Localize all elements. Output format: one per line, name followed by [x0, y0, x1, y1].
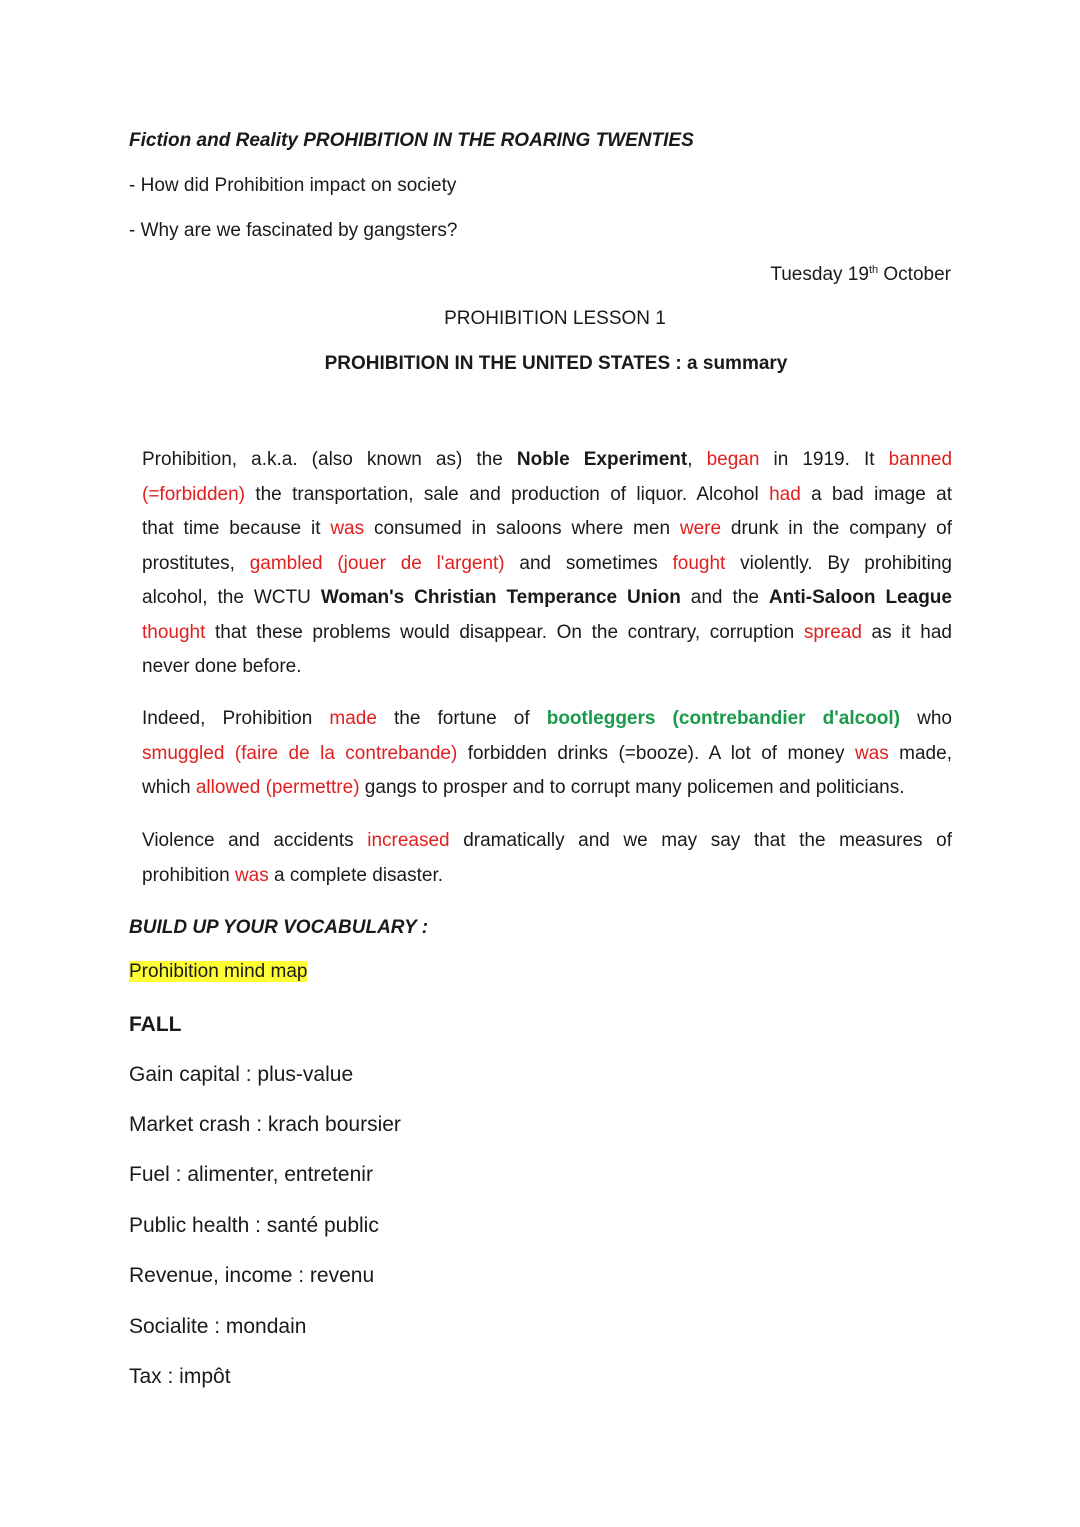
- text: and sometimes: [504, 552, 673, 574]
- vocab-bootleggers: bootleggers (contrebandier d'alcool): [546, 708, 901, 729]
- verb-was: was: [854, 742, 889, 764]
- verb-banned: banned: [888, 449, 953, 470]
- verb-allowed: allowed (permettre): [195, 777, 360, 798]
- document-title: Fiction and Reality PROHIBITION IN THE ROARING TWENTIES: [129, 130, 694, 151]
- text: in 1919. It: [759, 449, 889, 470]
- vocab-item: Public health : santé public: [129, 1214, 379, 1237]
- noble-experiment: Noble Experiment: [516, 449, 688, 470]
- verb-smuggled: smuggled (faire de la contrebande): [142, 742, 458, 764]
- verb-was: was: [330, 518, 365, 539]
- vocab-item: Revenue, income : revenu: [129, 1264, 375, 1287]
- text: alcohol, the WCTU: [142, 587, 321, 608]
- date-month: October: [878, 264, 951, 285]
- text: Prohibition, a.k.a. (also known as) the: [142, 449, 517, 470]
- text: and the: [680, 587, 769, 608]
- text: a bad image at: [800, 483, 953, 505]
- vocabulary-heading: BUILD UP YOUR VOCABULARY :: [129, 917, 429, 938]
- p1-line-2: [142, 478, 952, 513]
- paragraph-bootleggers: [142, 702, 952, 806]
- text: the transportation, sale and production of liquor. Alcohol: [244, 483, 770, 505]
- p2-line-3: [142, 771, 952, 806]
- gloss-forbidden: (=forbidden): [142, 483, 245, 505]
- p2-line-1: [142, 702, 952, 737]
- text: ,: [687, 449, 707, 470]
- text: a complete disaster.: [268, 864, 444, 886]
- mind-map-label: [129, 961, 307, 983]
- text: who: [900, 708, 952, 729]
- verb-thought: thought: [142, 621, 206, 643]
- text: Violence and accidents: [142, 830, 368, 851]
- vocab-item: Market crash : krach boursier: [129, 1113, 401, 1136]
- p1-line-4: [142, 547, 952, 582]
- date-day: Tuesday 19: [770, 264, 869, 285]
- vocab-item: Socialite : mondain: [129, 1315, 307, 1338]
- paragraph-prohibition-intro: [142, 443, 952, 685]
- text: prostitutes,: [142, 552, 250, 574]
- p1-line-5: [142, 581, 952, 616]
- vocab-item: Fuel : alimenter, entretenir: [129, 1163, 373, 1186]
- text: forbidden drinks (=booze). A lot of money: [457, 742, 855, 764]
- anti-saloon-league: Anti-Saloon League: [768, 587, 952, 608]
- text: Indeed, Prohibition: [142, 708, 330, 729]
- lesson-heading: PROHIBITION LESSON 1: [444, 308, 666, 329]
- lesson-subtitle: PROHIBITION IN THE UNITED STATES : a summary: [324, 353, 788, 374]
- highlighted-mind-map: Prohibition mind map: [129, 961, 308, 982]
- p3-line-1: [142, 824, 952, 859]
- verb-was: was: [234, 864, 269, 886]
- text: drunk in the company of: [721, 518, 952, 539]
- text: violently. By prohibiting: [725, 552, 952, 574]
- text: that time because it: [142, 518, 331, 539]
- p3-line-2: [142, 859, 952, 894]
- question-1: - How did Prohibition impact on society: [129, 175, 457, 196]
- vocab-item: Gain capital : plus-value: [129, 1063, 354, 1086]
- text: made,: [888, 742, 952, 764]
- paragraph-violence: [142, 824, 952, 893]
- lesson-date: [770, 264, 951, 286]
- verb-had: had: [769, 483, 801, 505]
- p2-line-2: [142, 737, 952, 772]
- verb-spread: spread: [803, 621, 862, 643]
- verb-were: were: [679, 518, 722, 539]
- verb-increased: increased: [367, 830, 450, 851]
- text: consumed in saloons where men: [364, 518, 680, 539]
- verb-made: made: [329, 708, 377, 729]
- wctu-name: Woman's Christian Temperance Union: [320, 587, 681, 608]
- section-fall: FALL: [129, 1013, 182, 1036]
- p1-line-3: [142, 512, 952, 547]
- question-2: - Why are we fascinated by gangsters?: [129, 220, 458, 241]
- text: dramatically and we may say that the measures of: [449, 830, 952, 851]
- p1-line-1: [142, 443, 952, 478]
- text: which: [142, 777, 196, 798]
- text: the fortune of: [376, 708, 547, 729]
- verb-began: began: [706, 449, 760, 470]
- verb-gambled: gambled (jouer de l'argent): [249, 552, 505, 574]
- p1-line-6: [142, 616, 952, 651]
- date-suffix: th: [868, 264, 879, 276]
- text: that these problems would disappear. On the contrary, corruption: [205, 621, 804, 643]
- text: as it had: [861, 621, 952, 643]
- text: prohibition: [142, 864, 235, 886]
- vocab-item: Tax : impôt: [129, 1365, 231, 1388]
- p1-line-7: never done before.: [142, 656, 302, 677]
- text: gangs to prosper and to corrupt many policemen and politicians.: [359, 777, 905, 798]
- verb-fought: fought: [672, 552, 726, 574]
